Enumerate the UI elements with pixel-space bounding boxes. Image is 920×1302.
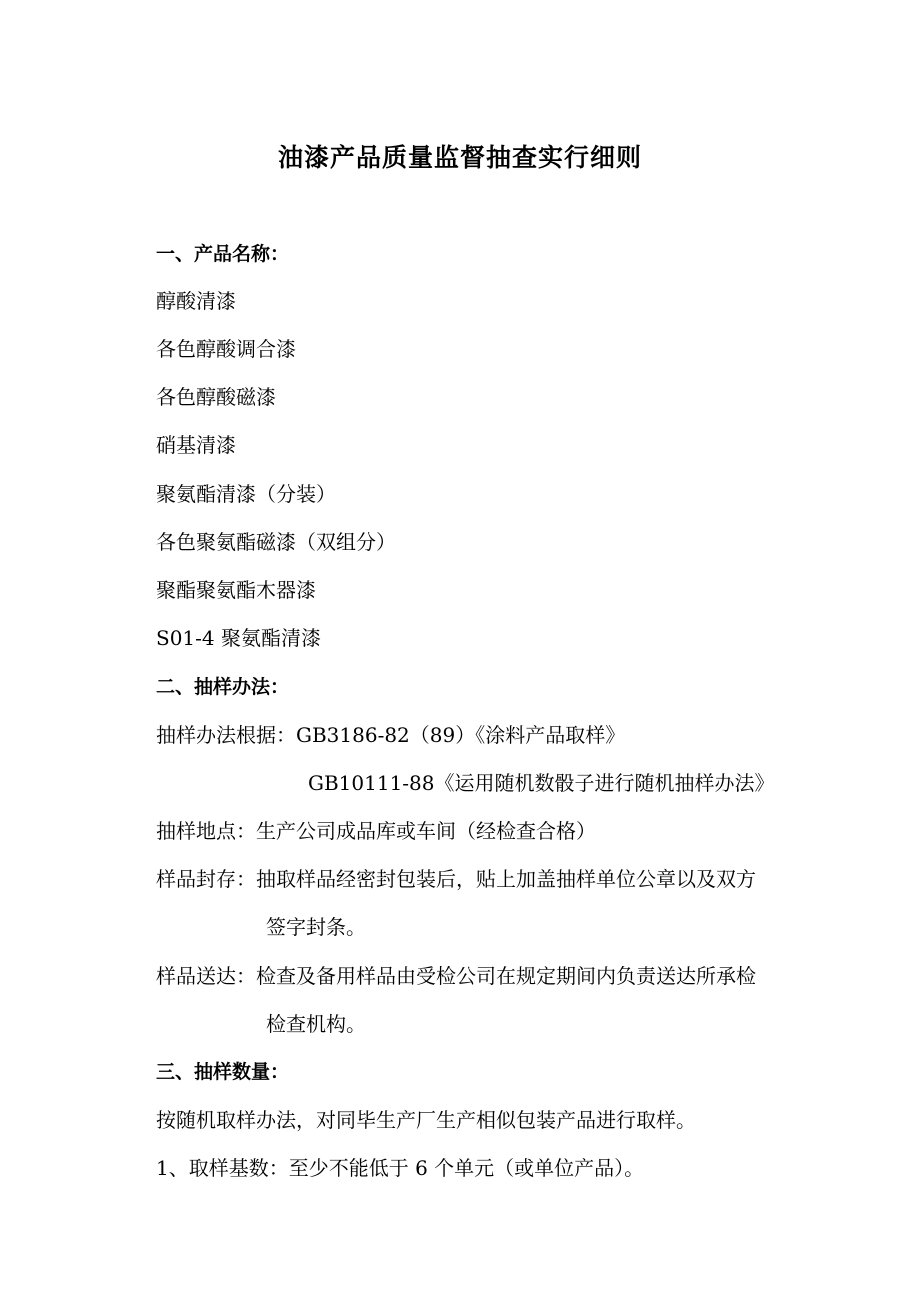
sampling-basis-label: 抽样办法根据： (156, 723, 296, 747)
product-item: S01-4 聚氨酯清漆 (156, 626, 321, 650)
sample-sealing-text-continued: 签字封条。 (266, 915, 366, 939)
document-title: 油漆产品质量监督抽查实行细则 (277, 143, 642, 172)
sampling-basis-standard-2: GB10111-88《运用随机数骰子进行随机抽样办法》 (308, 771, 775, 795)
section-heading-sample-quantity: 三、抽样数量： (156, 1061, 290, 1083)
product-item: 聚酯聚氨酯木器漆 (156, 578, 316, 602)
sample-delivery-text-continued: 检查机构。 (266, 1012, 366, 1036)
product-item: 各色聚氨酯磁漆（双组分） (156, 530, 396, 554)
product-item: 各色醇酸磁漆 (156, 385, 276, 409)
sample-delivery-text: 检查及备用样品由受检公司在规定期间内负责送达所承检 (256, 964, 756, 988)
sampling-basis-line (156, 720, 625, 750)
product-item: 各色醇酸调合漆 (156, 337, 296, 361)
sample-sealing-line (156, 864, 756, 894)
sample-sealing-label: 样品封存： (156, 867, 256, 891)
section-heading-product-names: 一、产品名称： (156, 243, 290, 265)
product-item: 硝基清漆 (156, 433, 236, 457)
sampling-basis-standard-1: GB3186-82（89）《涂料产品取样》 (296, 723, 626, 747)
sample-quantity-item-1: 1、取样基数：至少不能低于 6 个单元（或单位产品）。 (156, 1156, 645, 1180)
product-item: 醇酸清漆 (156, 289, 236, 313)
sample-delivery-label: 样品送达： (156, 964, 256, 988)
sample-quantity-intro: 按随机取样办法，对同毕生产厂生产相似包装产品进行取样。 (156, 1108, 696, 1132)
section-heading-sampling-method: 二、抽样办法： (156, 676, 290, 698)
sampling-location-line (156, 816, 596, 846)
sampling-location-label: 抽样地点： (156, 819, 256, 843)
product-item: 聚氨酯清漆（分装） (156, 482, 336, 506)
sampling-location-text: 生产公司成品库或车间（经检查合格） (256, 819, 596, 843)
sample-delivery-line (156, 961, 756, 991)
sample-sealing-text: 抽取样品经密封包装后，贴上加盖抽样单位公章以及双方 (256, 867, 756, 891)
